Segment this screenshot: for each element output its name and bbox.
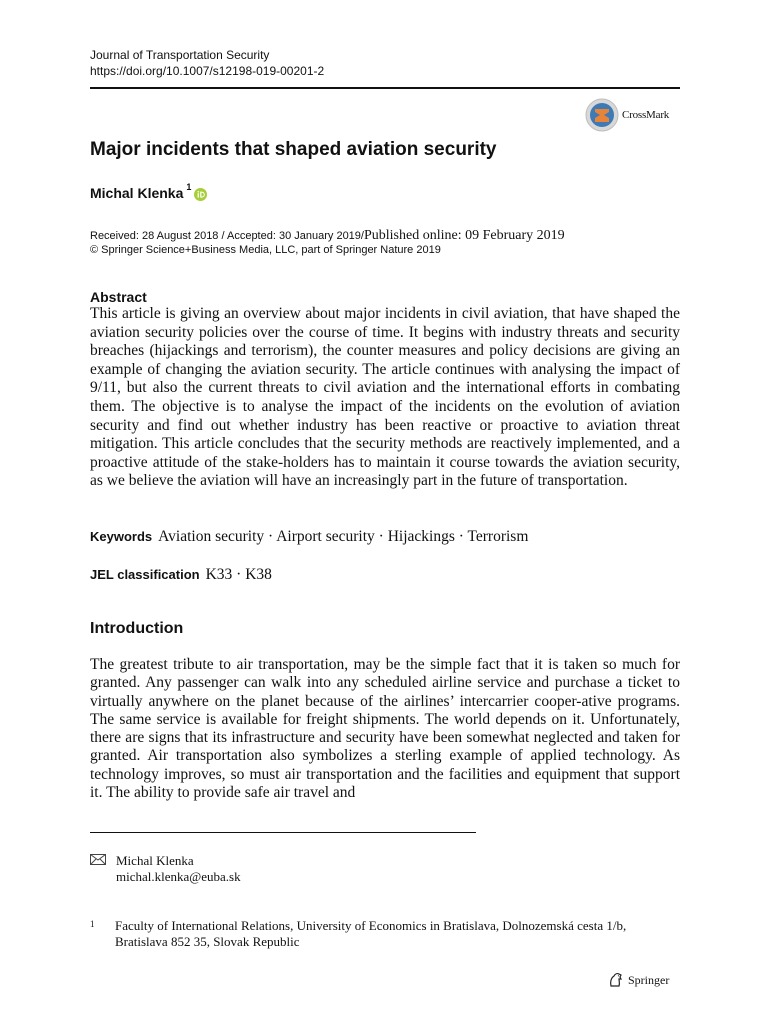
jel-codes: K33 · K38 (205, 566, 272, 583)
jel-classification-line (90, 566, 272, 584)
springer-logo (608, 972, 669, 988)
crossmark-icon (585, 98, 619, 132)
affiliation-line-2: Bratislava 852 35, Slovak Republic (115, 934, 300, 949)
author-affiliation-mark: 1 (186, 182, 192, 192)
header-divider (90, 87, 680, 89)
crossmark-badge[interactable] (585, 98, 669, 132)
keywords-text: Aviation security · Airport security · Hijackings · Terrorism (158, 528, 529, 545)
author-line (90, 182, 207, 201)
springer-label: Springer (628, 972, 670, 987)
copyright-line: © Springer Science+Business Media, LLC, part of Springer Nature 2019 (90, 244, 441, 256)
crossmark-label: CrossMark (622, 109, 670, 121)
affiliation-line-1: Faculty of International Relations, University of Economics in Bratislava, Dolnozemská cesta 1/b, (115, 918, 627, 933)
corresponding-author-block (90, 853, 241, 885)
received-accepted-dates: Received: 28 August 2018 / Accepted: 30 January 2019/ (90, 230, 364, 242)
introduction-text: The greatest tribute to air transportation, may be the simple fact that it is taken so much for granted. Any passenger can walk into any scheduled airline service and purchase a ticket to virtually anywhere on the planet because of the airlines’ intercarrier cooper-ative programs. The same service is available for freight shipments. The world depends on it. Unfortunately, there are signs that its infrastructure and security have been somewhat neglected and taken for granted. Air transportation also symbolizes a sterling example of applied technology. As technology improves, so must air transportation and the facilities and equipment that support it. The ability to provide safe air travel and (90, 656, 680, 802)
journal-name: Journal of Transportation Security (90, 48, 270, 62)
article-title: Major incidents that shaped aviation security (90, 139, 497, 160)
abstract-text: This article is giving an overview about major incidents in civil aviation, that have shaped the aviation security policies over the course of time. It begins with industry threats and security breaches (hijackings and terrorism), the counter measures and policy decisions are giving an example of changing the aviation security. The article continues with analysing the impact of 9/11, but also the current threats to civil aviation and the international efforts in combating them. The objective is to analyse the impact of the incidents on the evolution of aviation security and find out whether industry has been reactive or proactive to aviation threat mitigation. This article concludes that the security methods are reactively implemented, and a proactive attitude of the stake-holders has to maintain it course towards the aviation security, as we believe the aviation will have an increasingly part in the future of transportation. (90, 305, 680, 490)
orcid-icon[interactable] (194, 188, 207, 201)
springer-horse-icon (608, 972, 624, 988)
doi-link[interactable]: https://doi.org/10.1007/s12198-019-00201-2 (90, 64, 325, 78)
published-online-date: Published online: 09 February 2019 (363, 228, 565, 243)
affiliation-footnote (90, 918, 626, 950)
affiliation-number: 1 (90, 919, 95, 929)
contact-name: Michal Klenka (116, 853, 194, 868)
article-dates (90, 228, 565, 244)
introduction-heading: Introduction (90, 620, 184, 637)
keywords-label: Keywords (90, 529, 153, 544)
keywords-line (90, 528, 528, 546)
jel-label: JEL classification (90, 567, 200, 582)
footnote-divider (90, 832, 476, 833)
author-name: Michal Klenka (90, 185, 184, 201)
abstract-heading: Abstract (90, 289, 147, 305)
envelope-icon (90, 854, 106, 865)
contact-email[interactable]: michal.klenka@euba.sk (116, 869, 241, 884)
journal-header (90, 47, 324, 79)
